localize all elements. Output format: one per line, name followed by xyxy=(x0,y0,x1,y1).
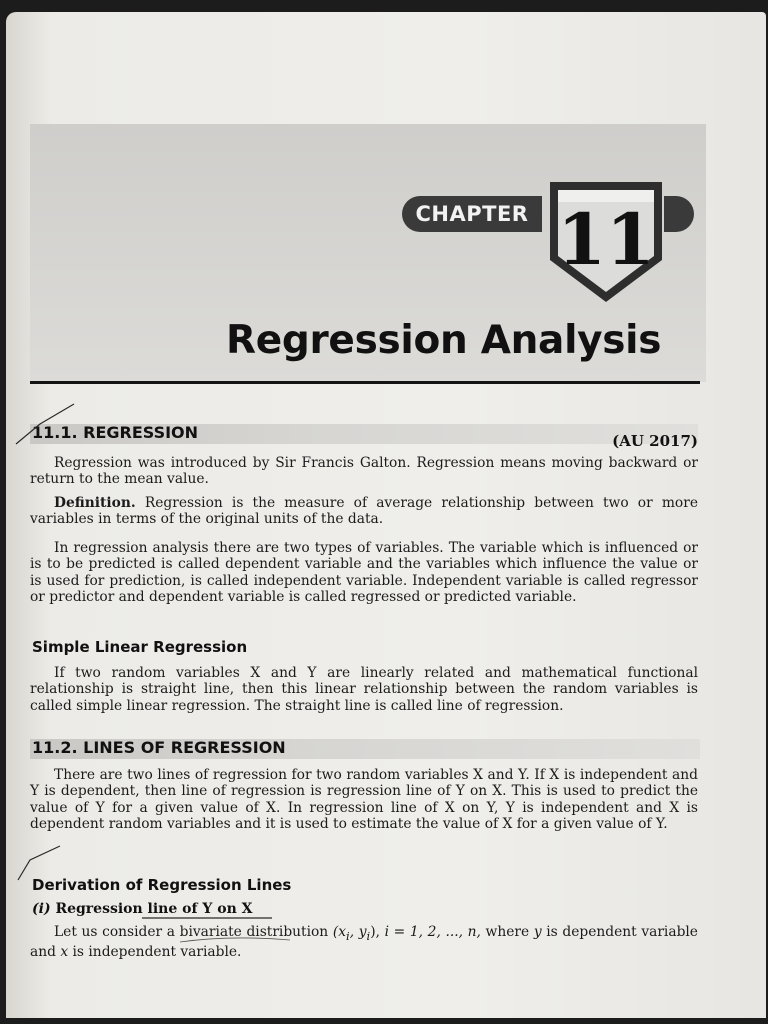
math-y: , y xyxy=(349,924,367,940)
math-index: i = 1, 2, ..., n, xyxy=(379,924,481,940)
var-y: y xyxy=(533,924,542,940)
paragraph-lines-of-regression: There are two lines of regression for two random variables X and Y. If X is independent and Y is dependent, then line of regression is regression line of Y on X. This is used to predict the value of Y for a given value of X. In regression line of X on Y, Y is independent and X is dependent random variables and it is used to estimate the value of X for a given value of Y. xyxy=(30,767,698,832)
bivariate-text-4: is independent variable. xyxy=(68,944,242,961)
section-heading-11-2: 11.2. LINES OF REGRESSION xyxy=(32,738,286,757)
subheading-simple-linear: Simple Linear Regression xyxy=(32,638,248,656)
chapter-number: 11 xyxy=(557,198,655,281)
bivariate-text-2: where xyxy=(480,924,534,940)
math-x: (x xyxy=(332,924,346,940)
paragraph-variables: In regression analysis there are two types of variables. The variable which is influenced or is to be predicted is called dependent variable and the variables which influence the value or is used for prediction, is called independent variable. Independent variable is called regressor or predictor and dependent variable is called regressed or predicted variable. xyxy=(30,540,698,605)
item-title: Regression line of Y on X xyxy=(50,901,253,917)
subheading-derivation: Derivation of Regression Lines xyxy=(32,876,292,894)
definition-text: Regression is the measure of average relationship between two or more variables in terms of the original units of the data. xyxy=(30,495,698,528)
paragraph-intro: Regression was introduced by Sir Francis Galton. Regression means moving backward or return to the mean value. xyxy=(30,455,698,488)
section-heading-11-1: 11.1. REGRESSION xyxy=(32,423,199,442)
chapter-title: Regression Analysis xyxy=(226,318,662,363)
math-sub-2: i xyxy=(366,928,371,943)
math-close: ), xyxy=(370,924,380,940)
math-sub-1: i xyxy=(346,928,350,943)
pen-underline-2 xyxy=(180,938,290,942)
bivariate-text-1: Let us consider a bivariate distribution xyxy=(54,924,333,940)
definition-label: Definition. xyxy=(54,495,136,511)
pen-stroke-1 xyxy=(16,404,74,444)
item-prefix: (i) xyxy=(32,901,51,917)
exam-tag: (AU 2017) xyxy=(612,432,698,450)
chapter-label: CHAPTER xyxy=(402,196,542,232)
paragraph-simple-linear: If two random variables X and Y are linearly related and mathematical functional relationship is straight line, then this linear relationship between the random variables is called simple linear regression. The straight line is called line of regression. xyxy=(30,665,698,714)
bivariate-text-3: is dependent variable and xyxy=(30,924,698,961)
pen-stroke-2 xyxy=(18,846,60,880)
var-x: x xyxy=(60,944,69,961)
